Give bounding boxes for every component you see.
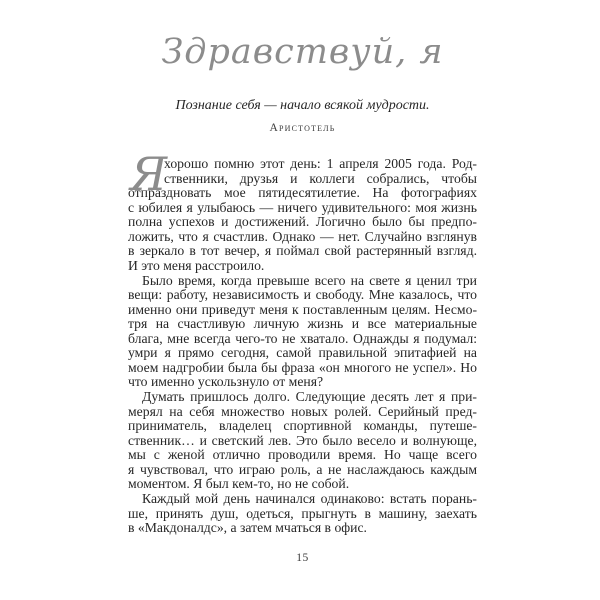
text-line: ственник… и светский лев. Это было весело и волнующе, — [128, 432, 477, 448]
paragraph — [128, 492, 477, 536]
text-line: умри я прямо сегодня, самой правильной эпитафией на — [128, 345, 477, 361]
text-line: Было время, когда превыше всего на свете я ценил три — [142, 272, 477, 288]
text-line: Думать пришлось долго. Следующие десять лет я при- — [142, 389, 477, 404]
text-line: И это меня расстроило. — [128, 257, 265, 273]
epigraph-text: Познание себя — начало всякой мудрости. — [175, 98, 430, 113]
text-line: в зеркало в тот вечер, я поймал свой растерянный взгляд. — [128, 243, 477, 259]
text-line: вещи: работу, независимость и свободу. Мне казалось, что — [128, 287, 477, 303]
drop-cap: Я — [130, 147, 168, 201]
body-text — [128, 147, 477, 536]
text-line: хорошо помню этот день: 1 апреля 2005 года. Род- — [164, 156, 477, 171]
text-line: в «Макдоналдс», а затем мчаться в офис. — [128, 520, 367, 536]
paragraph — [128, 274, 477, 391]
text-line: мы с женой отлично проводили время. Но чаще всего — [128, 447, 477, 463]
text-line: именно они приведут меня к поставленным целям. Несмо- — [128, 301, 477, 317]
text-line: моментом. Я был кем-то, но не собой. — [128, 476, 350, 492]
text-line: мерял на себя множество новых ролей. Серийный пред- — [128, 403, 477, 419]
paragraph — [128, 147, 477, 274]
chapter-title: Здравствуй, я — [161, 32, 444, 72]
paragraph — [128, 390, 477, 492]
text-line: ственники, друзья и коллеги собрались, чтобы — [164, 170, 477, 186]
text-line: что именно ускользнуло от меня? — [128, 374, 324, 390]
text-line: тря на счастливую личную жизнь и все материальные — [128, 316, 477, 332]
text-line: полна успехов и достижений. Логично было бы предпо- — [128, 214, 477, 230]
page-number: 15 — [296, 551, 309, 564]
text-line: ше, принять душ, одеться, прыгнуть в машину, заехать — [128, 505, 477, 521]
text-line: ложить, что я счастлив. Однако — нет. Случайно взглянув — [128, 228, 477, 244]
text-line: отпраздновать мое пятидесятилетие. На фотографиях — [128, 185, 477, 201]
text-line: приниматель, владелец спортивной команды, путеше- — [128, 418, 477, 434]
text-line: блага, мне всегда чего-то не хватало. Однажды я подумал: — [128, 330, 477, 346]
epigraph-author: Аристотель — [269, 122, 336, 134]
text-line: моем надгробии была бы фраза «он многого не успел». Но — [128, 359, 477, 375]
text-column — [128, 0, 477, 564]
text-line: я чувствовал, что играю роль, а не наслаждаюсь каждым — [128, 461, 477, 477]
text-line: Каждый мой день начинался одинаково: встать порань- — [142, 490, 477, 506]
text-line: с юбилея я улыбаюсь — ничего удивительного: моя жизнь — [128, 199, 477, 215]
